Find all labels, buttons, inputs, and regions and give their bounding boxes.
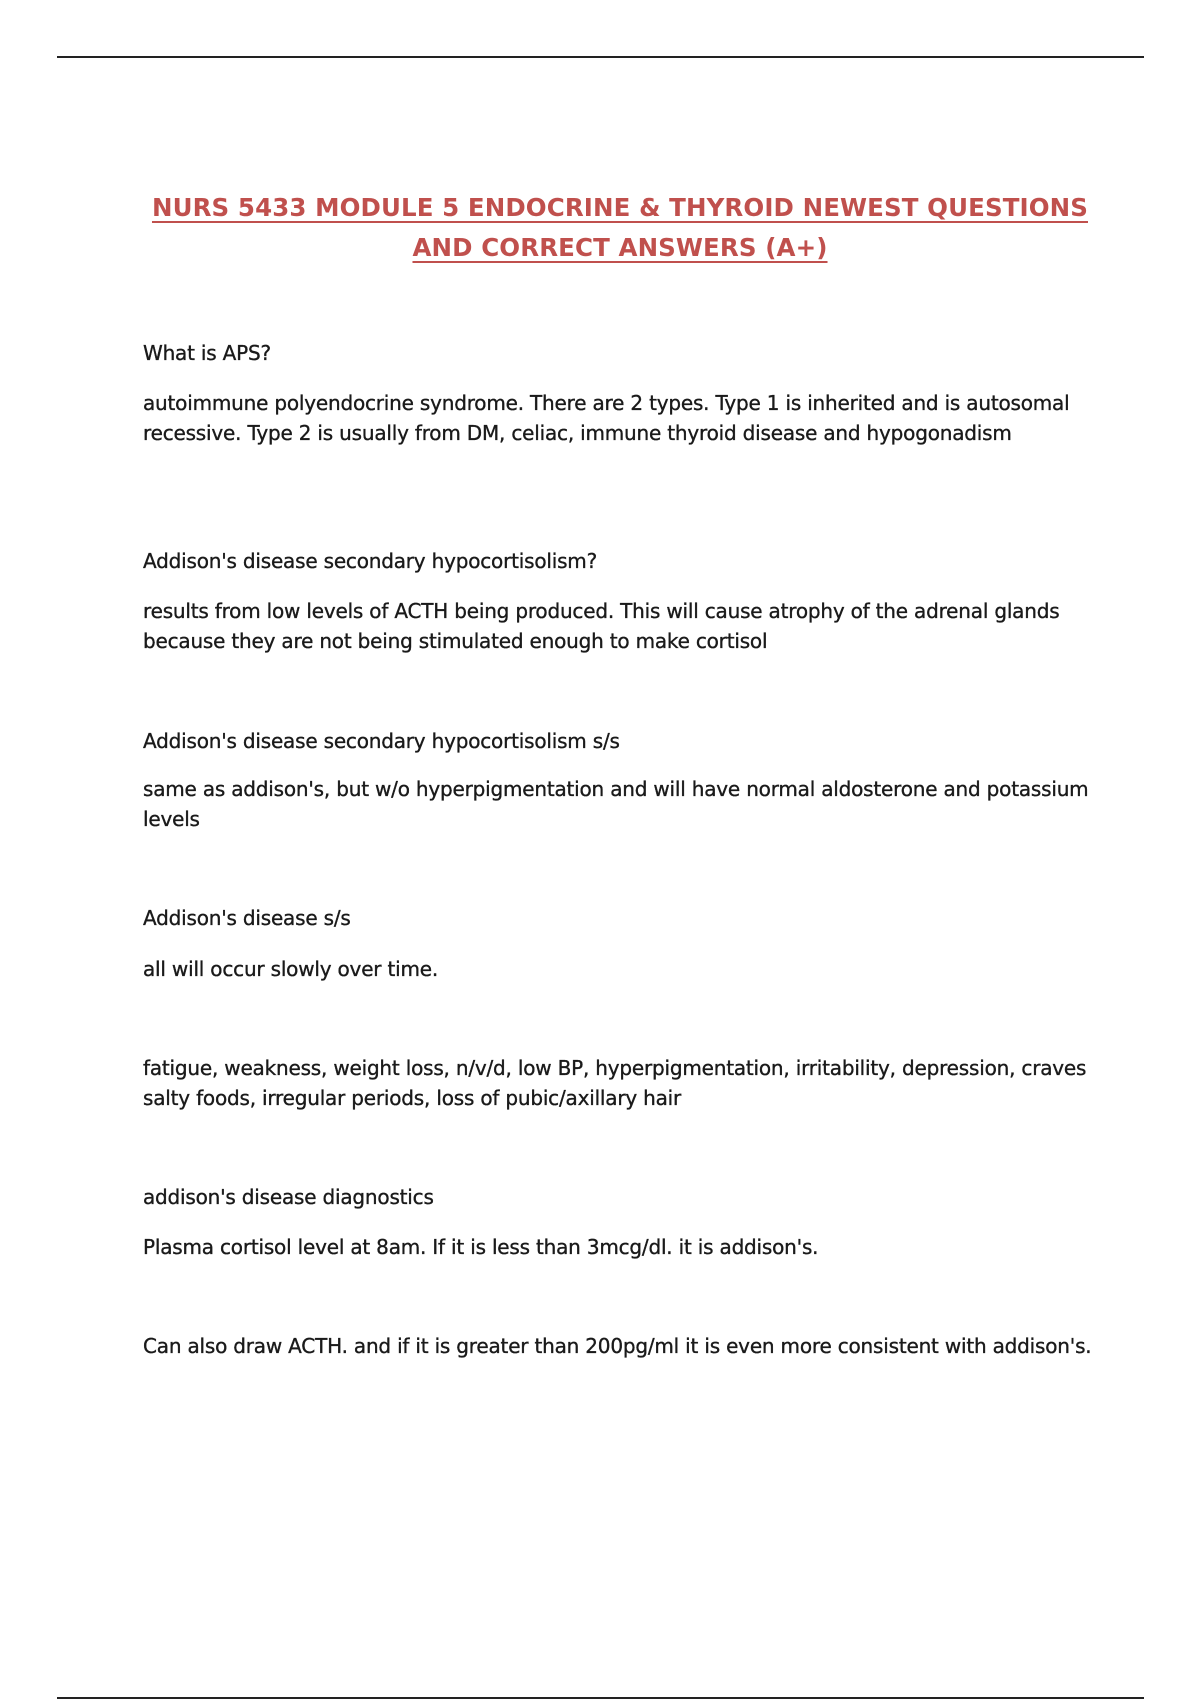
answer-5: Plasma cortisol level at 8am. If it is less than 3mcg/dl. it is addison's. <box>143 1235 819 1259</box>
document-title <box>100 188 1140 268</box>
bottom-rule <box>57 1697 1144 1699</box>
answer-4: all will occur slowly over time. <box>143 957 439 981</box>
question-3: Addison's disease secondary hypocortisolism s/s <box>143 729 620 753</box>
question-2: Addison's disease secondary hypocortisolism? <box>143 549 597 573</box>
answer-1: autoimmune polyendocrine syndrome. There are 2 types. Type 1 is inherited and is autosomal recessive. Type 2 is usually from DM, celiac, immune thyroid disease and hypogonadism <box>143 391 1070 445</box>
answer-2: results from low levels of ACTH being produced. This will cause atrophy of the adrenal glands because they are not being stimulated enough to make cortisol <box>143 599 1060 653</box>
answer-5-continued: Can also draw ACTH. and if it is greater than 200pg/ml it is even more consistent with addison's. <box>143 1334 1092 1358</box>
question-1: What is APS? <box>143 341 271 365</box>
top-rule <box>57 56 1144 58</box>
question-4: Addison's disease s/s <box>143 906 351 930</box>
answer-3: same as addison's, but w/o hyperpigmentation and will have normal aldosterone and potassium levels <box>143 777 1089 831</box>
answer-4-continued: fatigue, weakness, weight loss, n/v/d, low BP, hyperpigmentation, irritability, depression, craves salty foods, irregular periods, loss of pubic/axillary hair <box>143 1056 1087 1110</box>
question-5: addison's disease diagnostics <box>143 1185 434 1209</box>
document-title-line-2: AND CORRECT ANSWERS (A+) <box>412 233 828 262</box>
document-title-line-1: NURS 5433 MODULE 5 ENDOCRINE & THYROID NEWEST QUESTIONS <box>151 193 1088 222</box>
